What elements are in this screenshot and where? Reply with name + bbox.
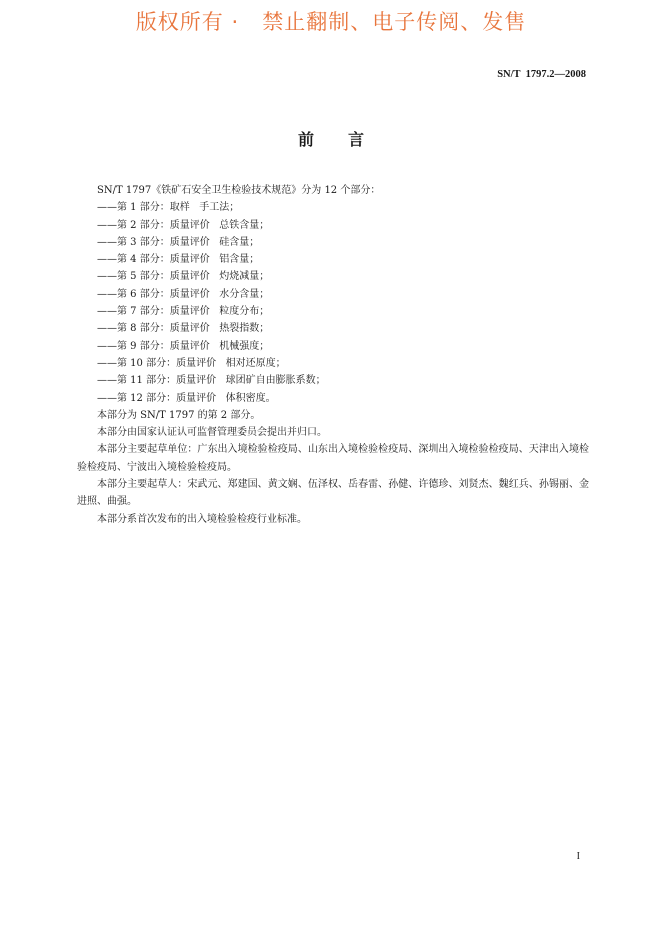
list-item: ——第 9 部分：质量评价 机械强度； — [97, 340, 270, 352]
paragraph-part-number: 本部分为 SN/T 1797 的第 2 部分。 — [97, 409, 261, 421]
list-item: ——第 10 部分：质量评价 相对还原度； — [97, 357, 286, 369]
list-item: ——第 2 部分：质量评价 总铁含量； — [97, 219, 270, 231]
document-body — [77, 182, 589, 528]
standard-code: SN/T 1797.2—2008 — [497, 69, 586, 80]
copyright-watermark: 版权所有 · 禁止翻制、电子传阅、发售 — [135, 10, 527, 34]
list-item: ——第 12 部分：质量评价 体积密度。 — [97, 392, 276, 404]
list-item: ——第 11 部分：质量评价 球团矿自由膨胀系数； — [97, 375, 326, 387]
list-item: ——第 8 部分：质量评价 热裂指数； — [97, 323, 270, 335]
intro-line: SN/T 1797《铁矿石安全卫生检验技术规范》分为 12 个部分： — [97, 185, 381, 196]
paragraph-drafters: 本部分主要起草人：宋武元、郑建国、黄文娴、伍泽权、岳春雷、孙健、许德珍、刘贤杰、魏红兵、孙锡丽、金进照、曲强。 — [77, 479, 589, 508]
list-item: ——第 5 部分：质量评价 灼烧减量； — [97, 271, 270, 283]
list-item: ——第 4 部分：质量评价 铝含量； — [97, 254, 260, 266]
list-item: ——第 7 部分：质量评价 粒度分布； — [97, 306, 270, 318]
paragraph-drafting-units: 本部分主要起草单位：广东出入境检验检疫局、山东出入境检验检疫局、深圳出入境检验检疫局、天津出入境检验检疫局、宁波出入境检验检疫局。 — [77, 444, 589, 473]
list-item: ——第 6 部分：质量评价 水分含量； — [97, 288, 270, 300]
parts-list — [77, 199, 589, 407]
page-title: 前言 — [297, 130, 398, 149]
paragraph-first-release: 本部分系首次发布的出入境检验检疫行业标准。 — [97, 513, 307, 525]
paragraph-proposer: 本部分由国家认证认可监督管理委员会提出并归口。 — [97, 427, 327, 439]
list-item: ——第 1 部分：取样 手工法； — [97, 202, 240, 214]
page-number: I — [576, 851, 580, 862]
list-item: ——第 3 部分：质量评价 硅含量； — [97, 236, 260, 248]
